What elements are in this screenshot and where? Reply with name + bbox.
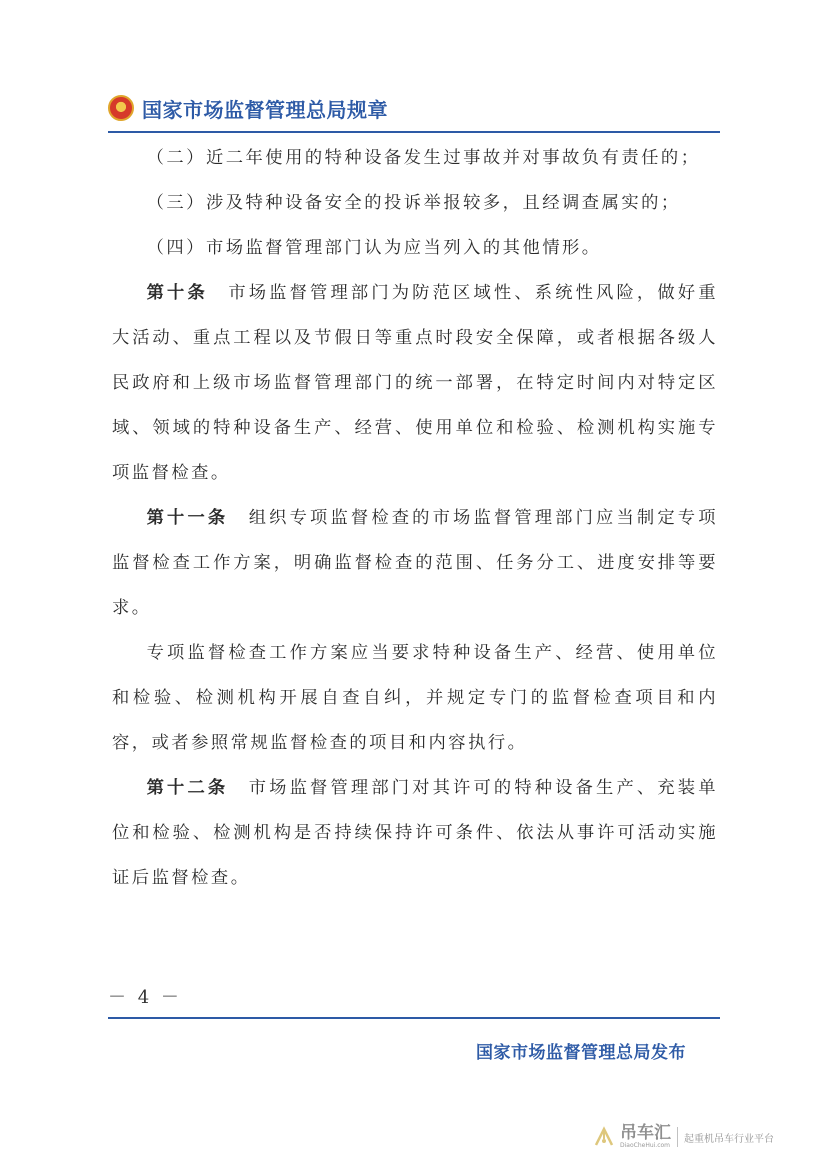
article-12 [112, 766, 718, 901]
article-11 [112, 496, 718, 631]
article-text: 市场监督管理部门为防范区域性、系统性风险，做好重大活动、重点工程以及节假日等重点时段安全保障，或者根据各级人民政府和上级市场监督管理部门的统一部署，在特定时间内对特定区域、领域的特种设备生产、经营、使用单位和检验、检测机构实施专项监督检查。 [112, 283, 718, 483]
page-number: － 4 － [108, 987, 182, 1008]
watermark-url: DiaoCheHui.com [620, 1142, 671, 1149]
watermark-slogan: 起重机吊车行业平台 [684, 1133, 774, 1145]
document-body [112, 136, 718, 901]
article-label: 第十一条 [146, 508, 229, 528]
crane-logo-icon [592, 1125, 616, 1149]
national-emblem-icon [108, 95, 134, 121]
article-label: 第十二条 [146, 778, 229, 798]
footer-divider [108, 1017, 720, 1019]
paragraph: （二）近二年使用的特种设备发生过事故并对事故负有责任的； [146, 148, 701, 168]
paragraph: （三）涉及特种设备安全的投诉举报较多，且经调查属实的； [146, 193, 681, 213]
header-title: 国家市场监督管理总局规章 [142, 97, 388, 122]
article-10 [112, 271, 718, 496]
header-divider [108, 131, 720, 133]
watermark-brand-block [620, 1124, 671, 1150]
watermark-separator [677, 1127, 678, 1147]
footer-publisher: 国家市场监督管理总局发布 [476, 1043, 686, 1063]
page-header [108, 86, 720, 130]
article-label: 第十条 [146, 283, 208, 303]
paragraph: （四）市场监督管理部门认为应当列入的其他情形。 [146, 238, 602, 258]
watermark-brand: 吊车汇 [620, 1123, 671, 1143]
paragraph: 专项监督检查工作方案应当要求特种设备生产、经营、使用单位和检验、检测机构开展自查自纠，并规定专门的监督检查项目和内容，或者参照常规监督检查的项目和内容执行。 [112, 643, 718, 753]
article-text: 市场监督管理部门对其许可的特种设备生产、充装单位和检验、检测机构是否持续保持许可条件、依法从事许可活动实施证后监督检查。 [112, 778, 718, 888]
article-text: 组织专项监督检查的市场监督管理部门应当制定专项监督检查工作方案，明确监督检查的范围、任务分工、进度安排等要求。 [112, 508, 718, 618]
watermark [592, 1122, 774, 1152]
